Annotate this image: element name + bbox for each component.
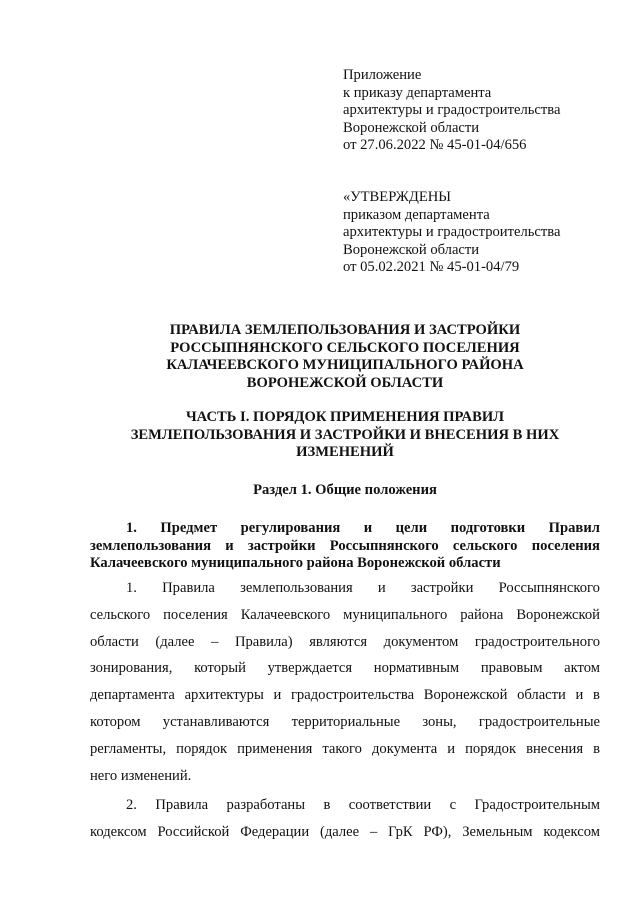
title-line: ВОРОНЕЖСКОЙ ОБЛАСТИ	[246, 374, 444, 391]
word: сельского	[452, 537, 518, 554]
word: (далее	[319, 823, 360, 840]
paragraph-line	[90, 819, 600, 846]
word: подготовки	[450, 520, 526, 536]
section-title-text: Раздел 1. Общие положения	[253, 482, 437, 498]
word: с	[449, 797, 457, 813]
word: зонирования,	[90, 660, 173, 677]
annex-line: к приказу департамента	[343, 84, 492, 101]
paragraph-line	[90, 629, 600, 656]
annex-line: Воронежской области	[343, 119, 480, 136]
approved-line: Воронежской области	[343, 241, 480, 258]
word: и	[363, 520, 373, 536]
word: сельского	[90, 606, 151, 623]
word: утверждается	[267, 660, 353, 677]
title-line: ПРАВИЛА ЗЕМЛЕПОЛЬЗОВАНИЯ И ЗАСТРОЙКИ	[169, 322, 521, 338]
title-line: РОССЫПНЯНСКОГО СЕЛЬСКОГО ПОСЕЛЕНИЯ	[170, 339, 520, 356]
word: Правил	[548, 520, 600, 536]
word: архитектуры	[184, 687, 264, 704]
approved-line: от 05.02.2021 № 45-01-04/79	[343, 259, 520, 276]
word: Воронежской	[423, 687, 508, 704]
paragraph-line	[90, 602, 600, 629]
word: территориальные	[291, 713, 401, 730]
word: соответствии	[348, 797, 432, 813]
word: Российской	[157, 823, 230, 840]
word: и	[447, 740, 456, 757]
word: департамента	[90, 687, 175, 704]
word: застройки	[410, 580, 474, 596]
word: и	[273, 687, 282, 704]
part-title-line: ИЗМЕНЕНИЙ	[296, 444, 394, 461]
part-title-line: ЧАСТЬ I. ПОРЯДОК ПРИМЕНЕНИЯ ПРАВИЛ	[185, 409, 505, 425]
word: Россыпнянского	[329, 537, 439, 554]
word: порядок	[176, 740, 228, 757]
paragraph-line	[90, 575, 600, 602]
annex-reference-block	[343, 67, 560, 155]
word: Калачеевского	[240, 606, 331, 623]
word: порядок	[465, 740, 517, 757]
approved-line: приказом департамента	[343, 206, 490, 223]
paragraph-line	[90, 682, 600, 709]
word: области	[90, 633, 139, 650]
word: разработаны	[226, 797, 306, 813]
word: цели	[395, 520, 428, 536]
word: и	[225, 537, 234, 554]
approved-line: архитектуры и градостроительства	[343, 224, 561, 241]
part-title	[90, 409, 600, 462]
word: 1.	[126, 520, 137, 536]
part-title-line: ЗЕМЛЕПОЛЬЗОВАНИЯ И ЗАСТРОЙКИ И ВНЕСЕНИЯ В НИХ	[130, 426, 560, 443]
word: кодексом	[543, 823, 600, 840]
word: градостроительства	[290, 687, 415, 704]
word: градостроительные	[478, 713, 600, 730]
word: являются	[309, 633, 368, 650]
annex-line: архитектуры и градостроительства	[343, 102, 561, 119]
title-line: КАЛАЧЕЕВСКОГО МУНИЦИПАЛЬНОГО РАЙОНА	[166, 357, 524, 374]
word: поселения	[163, 606, 228, 623]
word: в	[593, 740, 600, 757]
word: Предмет	[160, 520, 218, 536]
word: Земельным	[462, 823, 533, 840]
document-title	[90, 322, 600, 392]
article-heading-line-3	[90, 555, 600, 573]
word: регламенты,	[90, 740, 167, 757]
word: Градостроительным	[474, 797, 600, 813]
word: устанавливаются	[162, 713, 270, 730]
word: –	[369, 823, 378, 840]
word: (далее	[155, 633, 195, 650]
word: применения	[237, 740, 313, 757]
word: внесения	[526, 740, 584, 757]
paragraph-line	[90, 736, 600, 763]
word: –	[211, 633, 219, 650]
word: Федерации	[240, 823, 310, 840]
word: Воронежской	[516, 606, 600, 623]
paragraph-line	[90, 655, 600, 682]
word: землепользования	[90, 537, 211, 554]
article-heading	[90, 520, 600, 573]
word: землепользования	[240, 580, 353, 596]
word: нормативным	[373, 660, 460, 677]
word: Правила	[162, 580, 215, 596]
word: в	[593, 687, 600, 704]
word: него изменений.	[90, 767, 192, 784]
word: района	[460, 606, 504, 623]
word: застройки	[247, 537, 316, 554]
word: поселения	[531, 537, 600, 554]
word: РФ),	[423, 823, 452, 840]
word: котором	[90, 713, 141, 730]
word: Правила)	[234, 633, 293, 650]
paragraph-line	[90, 709, 600, 736]
word: Россыпнянского	[498, 580, 600, 596]
article-heading-line-1	[90, 520, 600, 538]
word: Правила	[155, 797, 209, 813]
section-title	[90, 482, 600, 500]
word: зоны,	[422, 713, 457, 730]
word: такого	[322, 740, 362, 757]
word: муниципального	[343, 606, 448, 623]
word: документом	[383, 633, 459, 650]
paragraph-1	[90, 575, 600, 789]
word: правовым	[480, 660, 543, 677]
word: актом	[564, 660, 600, 677]
word: и	[575, 687, 584, 704]
word: регулирования	[240, 520, 341, 536]
annex-line: Приложение	[343, 67, 422, 83]
word: кодексом	[90, 823, 147, 840]
word: градостроительного	[474, 633, 600, 650]
word: в	[323, 797, 331, 813]
paragraph-line	[90, 763, 600, 790]
paragraph-2	[90, 792, 600, 846]
word: и	[377, 580, 386, 596]
approved-line: «УТВЕРЖДЕНЫ	[343, 189, 452, 205]
paragraph-line	[90, 792, 600, 819]
word: 1.	[126, 580, 137, 596]
word: Калачеевского муниципального района Воронежской области	[90, 555, 501, 572]
word: который	[194, 660, 246, 677]
word: области	[517, 687, 566, 704]
word: ГрК	[388, 823, 413, 840]
word: 2.	[126, 797, 137, 813]
article-heading-line-2	[90, 538, 600, 556]
annex-line: от 27.06.2022 № 45-01-04/656	[343, 137, 527, 154]
word: документа	[372, 740, 438, 757]
approved-block	[343, 189, 560, 277]
